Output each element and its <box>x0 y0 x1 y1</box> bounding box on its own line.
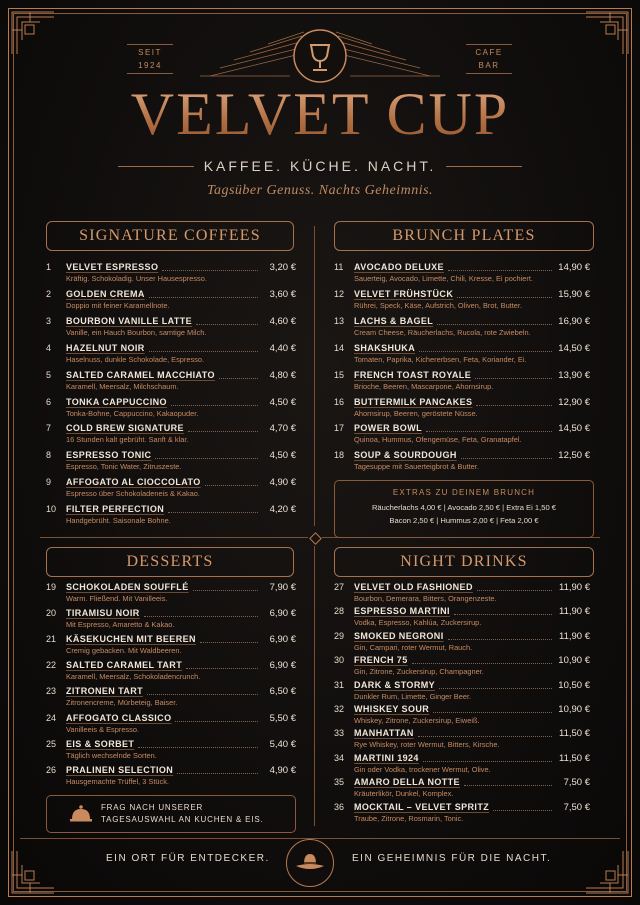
menu-item <box>46 739 296 766</box>
item-description: Rührei, Speck, Käse, Aufstrich, Oliven, Brot, Butter. <box>354 300 523 310</box>
item-description: Zitronencreme, Mürbeteig, Baiser. <box>66 698 178 708</box>
item-description: Täglich wechselnde Sorten. <box>66 750 157 760</box>
item-number: 29 <box>334 630 345 641</box>
dot-leader <box>418 736 552 737</box>
menu-item <box>334 370 590 397</box>
item-number: 34 <box>334 752 345 763</box>
item-number: 23 <box>46 686 57 697</box>
dot-leader <box>448 639 552 640</box>
item-description: Doppio mit feiner Karamellnote. <box>66 300 170 310</box>
item-description: Ahornsirup, Beeren, geröstete Nüsse. <box>354 408 478 418</box>
item-description: Cremig gebacken. Mit Waldbeeren. <box>66 646 182 656</box>
menu-item <box>334 316 590 343</box>
venue-type-badge: CAFE BAR <box>466 44 512 74</box>
item-description: Tagesuppe mit Sauerteigbrot & Butter. <box>354 462 479 472</box>
dot-leader <box>186 668 258 669</box>
item-name: VELVET ESPRESSO <box>66 262 159 272</box>
item-description: Whiskey, Zitrone, Zuckersirup, Eiweiß. <box>354 716 480 725</box>
dot-leader <box>461 458 552 459</box>
item-name: AMARO DELLA NOTTE <box>354 777 460 788</box>
item-number: 14 <box>334 342 345 353</box>
menu-item <box>334 753 590 780</box>
menu-item <box>334 631 590 658</box>
item-price: 11,90 € <box>559 606 590 618</box>
item-name: FILTER PERFECTION <box>66 504 165 515</box>
item-name: ZITRONEN TART <box>66 686 144 697</box>
item-name: MANHATTAN <box>354 728 414 739</box>
item-number: 25 <box>46 738 57 749</box>
dot-leader <box>439 688 552 689</box>
menu-item <box>334 582 590 609</box>
item-number: 28 <box>334 606 345 617</box>
item-price: 15,90 € <box>558 288 590 300</box>
column-divider <box>314 546 315 826</box>
item-price: 10,50 € <box>558 679 590 691</box>
item-name: TONKA CAPPUCCINO <box>66 396 167 407</box>
item-number: 4 <box>46 342 52 353</box>
dot-leader <box>493 810 552 811</box>
menu-item <box>46 343 296 370</box>
item-description: Dunkler Rum, Limette, Ginger Beer. <box>354 691 472 701</box>
item-description: Gin, Zitrone, Zuckersirup, Champagner. <box>354 667 484 677</box>
item-number: 15 <box>334 369 345 380</box>
dot-leader <box>193 590 258 591</box>
item-price: 11,90 € <box>559 630 590 642</box>
extras-title: EXTRAS ZU DEINEM BRUNCH <box>392 488 536 497</box>
item-name: MARTINI 1924 <box>354 752 419 763</box>
item-name: POWER BOWL <box>354 423 422 434</box>
item-name: BOURBON VANILLE LATTE <box>66 315 193 326</box>
dot-leader <box>219 378 258 379</box>
item-description: Cream Cheese, Räucherlachs, Rucola, rote Zwiebeln. <box>354 327 531 337</box>
item-price: 14,50 € <box>558 423 590 435</box>
item-number: 30 <box>334 655 345 666</box>
tagline: Tagsüber Genuss. Nachts Geheimnis. <box>206 183 434 198</box>
item-number: 10 <box>46 504 57 515</box>
item-description: Brioche, Beeren, Mascarpone, Ahornsirup. <box>354 381 494 391</box>
item-price: 4,90 € <box>269 477 296 489</box>
item-price: 11,90 € <box>559 582 590 593</box>
item-description: Warm. Fließend. Mit Vanilleeis. <box>66 594 168 603</box>
section-title-brunch-plates: BRUNCH PLATES <box>334 221 594 251</box>
item-price: 7,50 € <box>563 777 590 789</box>
item-description: Sauerteig, Avocado, Limette, Chili, Kresse, Ei pochiert. <box>354 274 533 283</box>
item-number: 35 <box>334 777 345 788</box>
item-number: 7 <box>46 423 52 434</box>
item-description: Kräftig. Schokoladig. Unser Hausespresso. <box>66 274 207 283</box>
menu-item <box>46 634 296 661</box>
item-price: 11,50 € <box>559 728 590 740</box>
item-number: 5 <box>46 369 52 380</box>
item-price: 14,90 € <box>558 262 590 273</box>
row-divider <box>40 537 308 538</box>
menu-item <box>334 262 590 289</box>
corner-ornament-icon <box>10 849 56 895</box>
item-description: Gin oder Vodka, trockener Wermut, Olive. <box>354 764 491 774</box>
item-price: 4,50 € <box>269 450 296 462</box>
menu-item <box>46 423 296 450</box>
item-price: 7,90 € <box>269 582 296 593</box>
footer-divider <box>20 838 620 839</box>
item-description: Espresso über Schokoladeneis & Kakao. <box>66 489 200 499</box>
item-name: GOLDEN CREMA <box>66 288 145 299</box>
item-number: 32 <box>334 704 345 714</box>
item-description: Traube, Zitrone, Rosmarin, Tonic. <box>354 813 464 823</box>
item-number: 21 <box>46 634 57 645</box>
menu-item <box>334 802 590 829</box>
dot-leader <box>475 378 552 379</box>
cafe-title: VELVET CUP <box>0 80 640 149</box>
dot-leader <box>138 747 258 748</box>
item-description: 16 Stunden kalt gebrüht. Sanft & klar. <box>66 435 189 445</box>
item-name: LACHS & BAGEL <box>354 315 434 326</box>
item-price: 4,90 € <box>269 764 296 776</box>
item-description: Hausgemachte Trüffel, 3 Stück. <box>66 776 169 786</box>
dot-leader <box>476 405 552 406</box>
item-number: 11 <box>334 262 344 272</box>
menu-item <box>46 397 296 424</box>
item-number: 12 <box>334 288 345 299</box>
menu-item <box>334 423 590 450</box>
item-description: Espresso, Tonic Water, Zitruszeste. <box>66 462 182 472</box>
item-description: Kräuterlikör, Dunkel, Komplex. <box>354 789 454 799</box>
item-number: 9 <box>46 477 52 488</box>
item-number: 31 <box>334 679 345 690</box>
item-name: MOCKTAIL – VELVET SPRITZ <box>354 801 490 812</box>
item-name: VELVET FRÜHSTÜCK <box>354 288 454 299</box>
brunch-extras-box <box>334 480 594 538</box>
section-title-signature-coffees: SIGNATURE COFFEES <box>46 221 294 251</box>
footer-left-text: EIN ORT FÜR ENTDECKER. <box>106 853 270 864</box>
menu-item <box>334 777 590 804</box>
menu-item <box>334 343 590 370</box>
dot-leader <box>448 270 552 271</box>
item-price: 4,60 € <box>269 315 296 327</box>
menu-item <box>46 608 296 635</box>
note-line: TAGESAUSWAHL AN KUCHEN & EIS. <box>101 815 264 824</box>
item-description: Mit Espresso, Amaretto & Kakao. <box>66 620 175 630</box>
item-name: DARK & STORMY <box>354 679 436 690</box>
item-name: SHAKSHUKA <box>354 342 416 353</box>
item-name: PRALINEN SELECTION <box>66 764 174 775</box>
dot-leader <box>149 297 258 298</box>
dot-leader <box>144 616 258 617</box>
item-name: KÄSEKUCHEN MIT BEEREN <box>66 634 196 645</box>
item-price: 5,50 € <box>269 712 296 724</box>
item-name: COLD BREW SIGNATURE <box>66 423 184 434</box>
item-name: SALTED CARAMEL MACCHIATO <box>66 369 215 380</box>
item-price: 13,90 € <box>558 369 590 381</box>
dot-leader <box>205 485 258 486</box>
item-description: Quinoa, Hummus, Ofengemüse, Feta, Granatapfel. <box>354 435 522 445</box>
item-number: 6 <box>46 396 52 407</box>
dot-leader <box>149 351 258 352</box>
item-price: 6,90 € <box>269 634 296 646</box>
item-description: Gin, Campari, roter Wermut, Rauch. <box>354 642 473 652</box>
dot-leader <box>171 405 258 406</box>
dot-leader <box>464 785 552 786</box>
item-name: BUTTERMILK PANCAKES <box>354 396 473 407</box>
dot-leader <box>147 694 258 695</box>
menu-item <box>46 262 296 289</box>
dot-leader <box>196 324 258 325</box>
item-name: EIS & SORBET <box>66 738 135 749</box>
menu-item <box>46 686 296 713</box>
item-name: HAZELNUT NOIR <box>66 342 145 353</box>
menu-item <box>334 704 590 731</box>
cup-icon <box>292 28 348 84</box>
item-description: Vanilleeis & Espresso. <box>66 724 139 734</box>
item-number: 26 <box>46 764 57 775</box>
item-name: TIRAMISU NOIR <box>66 608 140 619</box>
item-name: ESPRESSO MARTINI <box>354 606 450 617</box>
menu-item <box>334 289 590 316</box>
daily-selection-note <box>46 795 296 833</box>
menu-item <box>46 477 296 504</box>
item-description: Rye Whiskey, roter Wermut, Bitters, Kirsche. <box>354 740 500 750</box>
section-title-night-drinks: NIGHT DRINKS <box>334 547 594 577</box>
menu-item <box>46 713 296 740</box>
item-number: 8 <box>46 450 52 461</box>
item-name: SOUP & SOURDOUGH <box>354 450 457 461</box>
item-number: 20 <box>46 608 57 619</box>
menu-item <box>46 504 296 531</box>
extras-row: Bacon 2,50 € | Hummus 2,00 € | Feta 2,00 € <box>389 516 539 525</box>
dot-leader <box>200 642 258 643</box>
item-price: 14,50 € <box>558 342 590 354</box>
dot-leader <box>175 721 258 722</box>
item-price: 10,90 € <box>558 655 590 667</box>
item-description: Bourbon, Demerara, Bitters, Orangenzeste. <box>354 594 497 603</box>
item-name: AFFOGATO CLASSICO <box>66 712 172 723</box>
menu-item <box>46 289 296 316</box>
item-number: 13 <box>334 315 345 326</box>
item-price: 6,90 € <box>269 660 296 672</box>
item-number: 2 <box>46 288 52 299</box>
item-name: ESPRESSO TONIC <box>66 450 152 461</box>
note-line: FRAG NACH UNSERER <box>101 803 204 812</box>
dot-leader <box>437 324 552 325</box>
item-number: 33 <box>334 728 345 739</box>
item-name: AFFOGATO AL CIOCCOLATO <box>66 477 201 488</box>
item-name: SCHOKOLADEN SOUFFLÉ <box>66 582 189 592</box>
item-price: 11,50 € <box>559 752 590 764</box>
item-name: SALTED CARAMEL TART <box>66 660 183 671</box>
item-price: 12,90 € <box>558 396 590 408</box>
menu-item <box>334 728 590 755</box>
extras-row: Räucherlachs 4,00 € | Avocado 2,50 € | Extra Ei 1,50 € <box>371 503 557 512</box>
menu-item <box>46 316 296 343</box>
menu-item <box>334 655 590 682</box>
dot-leader <box>162 270 258 271</box>
item-price: 3,20 € <box>269 262 296 273</box>
menu-item <box>46 660 296 687</box>
item-price: 3,60 € <box>269 288 296 300</box>
item-number: 24 <box>46 712 57 723</box>
item-price: 4,80 € <box>269 369 296 381</box>
item-price: 16,90 € <box>558 315 590 327</box>
dot-leader <box>477 590 552 591</box>
menu-item <box>46 765 296 792</box>
item-number: 19 <box>46 582 57 592</box>
item-description: Vanille, ein Hauch Bourbon, samtige Milch. <box>66 327 207 337</box>
dot-leader <box>419 351 552 352</box>
item-description: Handgebrüht. Saisonale Bohne. <box>66 516 171 526</box>
item-description: Karamell, Meersalz, Milchschaum. <box>66 381 179 391</box>
item-number: 18 <box>334 450 345 461</box>
dot-leader <box>433 712 552 713</box>
item-price: 5,40 € <box>269 738 296 750</box>
dot-leader <box>188 431 258 432</box>
menu-item <box>46 370 296 397</box>
item-description: Tonka-Bohne, Cappuccino, Kakaopuder. <box>66 408 199 418</box>
since-badge: SEIT 1924 <box>127 44 173 74</box>
dot-leader <box>457 297 552 298</box>
item-description: Vodka, Espresso, Kahlúa, Zuckersirup. <box>354 618 482 628</box>
menu-item <box>334 606 590 633</box>
item-name: WHISKEY SOUR <box>354 704 430 714</box>
item-price: 10,90 € <box>558 704 590 715</box>
corner-ornament-icon <box>10 10 56 56</box>
item-price: 6,50 € <box>269 686 296 698</box>
item-price: 4,50 € <box>269 396 296 408</box>
dot-leader <box>177 773 258 774</box>
corner-ornament-icon <box>584 10 630 56</box>
dot-leader <box>426 431 552 432</box>
item-number: 17 <box>334 423 345 434</box>
item-price: 12,50 € <box>558 450 590 462</box>
item-price: 6,90 € <box>269 608 296 620</box>
section-title-desserts: DESSERTS <box>46 547 294 577</box>
menu-item <box>46 450 296 477</box>
item-number: 27 <box>334 582 345 592</box>
item-description: Tomaten, Paprika, Kichererbsen, Feta, Koriander, Ei. <box>354 354 527 364</box>
item-price: 4,40 € <box>269 342 296 354</box>
item-number: 1 <box>46 262 52 272</box>
bell-icon <box>69 802 93 824</box>
subtitle: KAFFEE. KÜCHE. NACHT. <box>203 158 437 174</box>
item-price: 4,20 € <box>269 504 296 516</box>
item-price: 7,50 € <box>563 801 590 813</box>
item-price: 4,70 € <box>269 423 296 435</box>
menu-item <box>334 450 590 477</box>
footer-emblem <box>286 839 334 887</box>
item-description: Haselnuss, dunkle Schokolade, Espresso. <box>66 354 205 364</box>
menu-item <box>46 582 296 609</box>
hat-icon <box>294 850 326 874</box>
menu-item <box>334 680 590 707</box>
item-name: FRENCH 75 <box>354 655 408 666</box>
dot-leader <box>168 512 258 513</box>
item-number: 22 <box>46 660 57 671</box>
item-name: AVOCADO DELUXE <box>354 262 444 272</box>
item-description: Karamell, Meersalz, Schokoladencrunch. <box>66 672 201 682</box>
dot-leader <box>423 761 552 762</box>
item-number: 16 <box>334 396 345 407</box>
item-number: 36 <box>334 801 345 812</box>
dot-leader <box>454 614 552 615</box>
item-name: FRENCH TOAST ROYALE <box>354 369 472 380</box>
corner-ornament-icon <box>584 849 630 895</box>
item-number: 3 <box>46 315 52 326</box>
menu-item <box>334 397 590 424</box>
item-name: SMOKED NEGRONI <box>354 630 444 641</box>
dot-leader <box>412 663 552 664</box>
column-divider <box>314 226 315 526</box>
footer-right-text: EIN GEHEIMNIS FÜR DIE NACHT. <box>352 853 552 864</box>
item-name: VELVET OLD FASHIONED <box>354 582 473 592</box>
dot-leader <box>155 458 258 459</box>
